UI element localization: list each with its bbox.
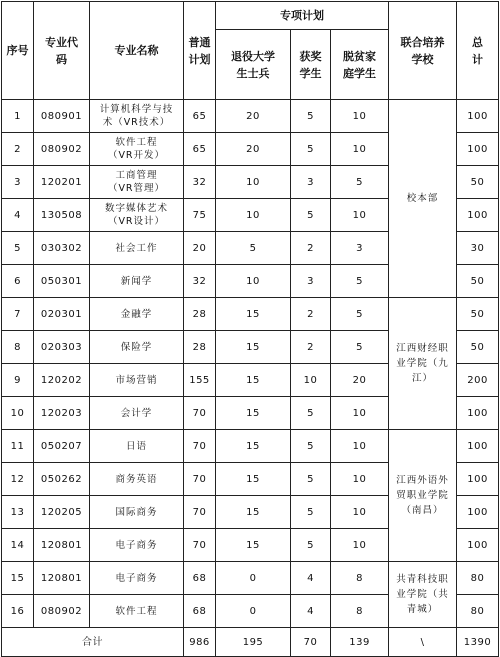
row-poor: 10 bbox=[331, 496, 389, 529]
row-veteran: 15 bbox=[216, 529, 291, 562]
row-veteran: 20 bbox=[216, 100, 291, 133]
row-award: 4 bbox=[291, 595, 331, 628]
row-veteran: 0 bbox=[216, 595, 291, 628]
row-award: 2 bbox=[291, 331, 331, 364]
row-seq: 8 bbox=[2, 331, 34, 364]
row-code: 120203 bbox=[34, 397, 90, 430]
row-regular: 68 bbox=[184, 562, 216, 595]
row-award: 5 bbox=[291, 199, 331, 232]
row-regular: 155 bbox=[184, 364, 216, 397]
row-seq: 5 bbox=[2, 232, 34, 265]
row-seq: 1 bbox=[2, 100, 34, 133]
row-seq: 6 bbox=[2, 265, 34, 298]
table-row bbox=[2, 430, 499, 463]
row-total: 100 bbox=[457, 100, 499, 133]
row-poor: 5 bbox=[331, 298, 389, 331]
row-poor: 5 bbox=[331, 166, 389, 199]
row-name: 工商管理 （VR管理） bbox=[90, 166, 184, 199]
total-joint: \ bbox=[389, 628, 457, 657]
row-name: 软件工程 bbox=[90, 595, 184, 628]
row-veteran: 0 bbox=[216, 562, 291, 595]
row-award: 5 bbox=[291, 397, 331, 430]
row-award: 5 bbox=[291, 430, 331, 463]
row-veteran: 15 bbox=[216, 397, 291, 430]
row-veteran: 10 bbox=[216, 199, 291, 232]
row-regular: 70 bbox=[184, 529, 216, 562]
row-code: 050207 bbox=[34, 430, 90, 463]
table-row bbox=[2, 562, 499, 595]
row-award: 5 bbox=[291, 529, 331, 562]
header-name: 专业名称 bbox=[90, 2, 184, 100]
row-total: 80 bbox=[457, 595, 499, 628]
row-veteran: 15 bbox=[216, 298, 291, 331]
joint-school-cell: 江西财经职 业学院（九 江） bbox=[389, 298, 457, 430]
row-veteran: 15 bbox=[216, 430, 291, 463]
row-total: 50 bbox=[457, 265, 499, 298]
row-poor: 10 bbox=[331, 430, 389, 463]
row-name: 金融学 bbox=[90, 298, 184, 331]
row-regular: 70 bbox=[184, 496, 216, 529]
row-seq: 11 bbox=[2, 430, 34, 463]
row-total: 100 bbox=[457, 430, 499, 463]
row-code: 120801 bbox=[34, 529, 90, 562]
row-regular: 70 bbox=[184, 430, 216, 463]
row-name: 日语 bbox=[90, 430, 184, 463]
row-code: 120201 bbox=[34, 166, 90, 199]
table-body bbox=[2, 100, 499, 628]
header-veteran: 退役大学 生士兵 bbox=[216, 30, 291, 100]
row-name: 市场营销 bbox=[90, 364, 184, 397]
row-name: 新闻学 bbox=[90, 265, 184, 298]
row-veteran: 15 bbox=[216, 496, 291, 529]
row-name: 国际商务 bbox=[90, 496, 184, 529]
enrollment-plan-table bbox=[1, 1, 499, 657]
row-award: 5 bbox=[291, 496, 331, 529]
row-award: 5 bbox=[291, 463, 331, 496]
row-seq: 9 bbox=[2, 364, 34, 397]
row-regular: 20 bbox=[184, 232, 216, 265]
row-code: 080902 bbox=[34, 133, 90, 166]
row-regular: 28 bbox=[184, 331, 216, 364]
row-name: 商务英语 bbox=[90, 463, 184, 496]
header-total: 总 计 bbox=[457, 2, 499, 100]
row-veteran: 15 bbox=[216, 463, 291, 496]
row-award: 2 bbox=[291, 232, 331, 265]
row-code: 080901 bbox=[34, 100, 90, 133]
row-seq: 7 bbox=[2, 298, 34, 331]
row-poor: 10 bbox=[331, 133, 389, 166]
row-regular: 70 bbox=[184, 463, 216, 496]
row-name: 数字媒体艺术 （VR设计） bbox=[90, 199, 184, 232]
row-regular: 28 bbox=[184, 298, 216, 331]
row-code: 120205 bbox=[34, 496, 90, 529]
row-seq: 12 bbox=[2, 463, 34, 496]
row-poor: 10 bbox=[331, 529, 389, 562]
row-name: 保险学 bbox=[90, 331, 184, 364]
header-code: 专业代 码 bbox=[34, 2, 90, 100]
row-regular: 70 bbox=[184, 397, 216, 430]
total-poor: 139 bbox=[331, 628, 389, 657]
row-seq: 2 bbox=[2, 133, 34, 166]
row-poor: 5 bbox=[331, 265, 389, 298]
row-code: 030302 bbox=[34, 232, 90, 265]
row-poor: 10 bbox=[331, 199, 389, 232]
total-label: 合计 bbox=[2, 628, 184, 657]
total-regular: 986 bbox=[184, 628, 216, 657]
row-name: 电子商务 bbox=[90, 529, 184, 562]
table-row bbox=[2, 298, 499, 331]
row-name: 社会工作 bbox=[90, 232, 184, 265]
row-poor: 10 bbox=[331, 463, 389, 496]
row-total: 80 bbox=[457, 562, 499, 595]
header-poor: 脱贫家 庭学生 bbox=[331, 30, 389, 100]
row-regular: 75 bbox=[184, 199, 216, 232]
row-regular: 68 bbox=[184, 595, 216, 628]
row-regular: 32 bbox=[184, 166, 216, 199]
row-award: 2 bbox=[291, 298, 331, 331]
row-name: 软件工程 （VR开发） bbox=[90, 133, 184, 166]
row-code: 080902 bbox=[34, 595, 90, 628]
joint-school-cell: 校本部 bbox=[389, 100, 457, 298]
total-row bbox=[2, 628, 499, 657]
joint-school-cell: 江西外语外 贸职业学院 （南昌） bbox=[389, 430, 457, 562]
row-seq: 10 bbox=[2, 397, 34, 430]
row-code: 020301 bbox=[34, 298, 90, 331]
row-poor: 8 bbox=[331, 595, 389, 628]
header-special-plan: 专项计划 bbox=[216, 2, 389, 30]
row-poor: 5 bbox=[331, 331, 389, 364]
row-code: 020303 bbox=[34, 331, 90, 364]
row-total: 100 bbox=[457, 397, 499, 430]
total-sum: 1390 bbox=[457, 628, 499, 657]
header-award: 获奖 学生 bbox=[291, 30, 331, 100]
row-veteran: 10 bbox=[216, 166, 291, 199]
row-poor: 10 bbox=[331, 100, 389, 133]
row-name: 电子商务 bbox=[90, 562, 184, 595]
row-veteran: 20 bbox=[216, 133, 291, 166]
row-seq: 15 bbox=[2, 562, 34, 595]
row-seq: 4 bbox=[2, 199, 34, 232]
row-code: 050301 bbox=[34, 265, 90, 298]
header-seq: 序号 bbox=[2, 2, 34, 100]
total-award: 70 bbox=[291, 628, 331, 657]
row-poor: 8 bbox=[331, 562, 389, 595]
row-total: 100 bbox=[457, 199, 499, 232]
row-code: 130508 bbox=[34, 199, 90, 232]
joint-school-cell: 共青科技职 业学院（共 青城） bbox=[389, 562, 457, 628]
row-name: 计算机科学与技 术（VR技术） bbox=[90, 100, 184, 133]
row-poor: 3 bbox=[331, 232, 389, 265]
row-seq: 13 bbox=[2, 496, 34, 529]
row-veteran: 15 bbox=[216, 331, 291, 364]
table-row bbox=[2, 100, 499, 133]
row-award: 3 bbox=[291, 166, 331, 199]
row-code: 120801 bbox=[34, 562, 90, 595]
row-total: 30 bbox=[457, 232, 499, 265]
row-award: 3 bbox=[291, 265, 331, 298]
row-award: 10 bbox=[291, 364, 331, 397]
row-total: 50 bbox=[457, 298, 499, 331]
row-award: 4 bbox=[291, 562, 331, 595]
row-veteran: 15 bbox=[216, 364, 291, 397]
row-regular: 65 bbox=[184, 133, 216, 166]
row-seq: 16 bbox=[2, 595, 34, 628]
row-regular: 65 bbox=[184, 100, 216, 133]
row-total: 100 bbox=[457, 133, 499, 166]
header-regular-plan: 普通 计划 bbox=[184, 2, 216, 100]
row-seq: 14 bbox=[2, 529, 34, 562]
row-veteran: 5 bbox=[216, 232, 291, 265]
row-poor: 10 bbox=[331, 397, 389, 430]
row-veteran: 10 bbox=[216, 265, 291, 298]
row-total: 200 bbox=[457, 364, 499, 397]
row-regular: 32 bbox=[184, 265, 216, 298]
row-poor: 20 bbox=[331, 364, 389, 397]
row-total: 50 bbox=[457, 166, 499, 199]
row-total: 100 bbox=[457, 463, 499, 496]
row-code: 120202 bbox=[34, 364, 90, 397]
row-award: 5 bbox=[291, 133, 331, 166]
row-code: 050262 bbox=[34, 463, 90, 496]
total-veteran: 195 bbox=[216, 628, 291, 657]
row-total: 100 bbox=[457, 529, 499, 562]
row-total: 100 bbox=[457, 496, 499, 529]
row-award: 5 bbox=[291, 100, 331, 133]
row-total: 50 bbox=[457, 331, 499, 364]
row-seq: 3 bbox=[2, 166, 34, 199]
header-joint-school: 联合培养 学校 bbox=[389, 2, 457, 100]
row-name: 会计学 bbox=[90, 397, 184, 430]
